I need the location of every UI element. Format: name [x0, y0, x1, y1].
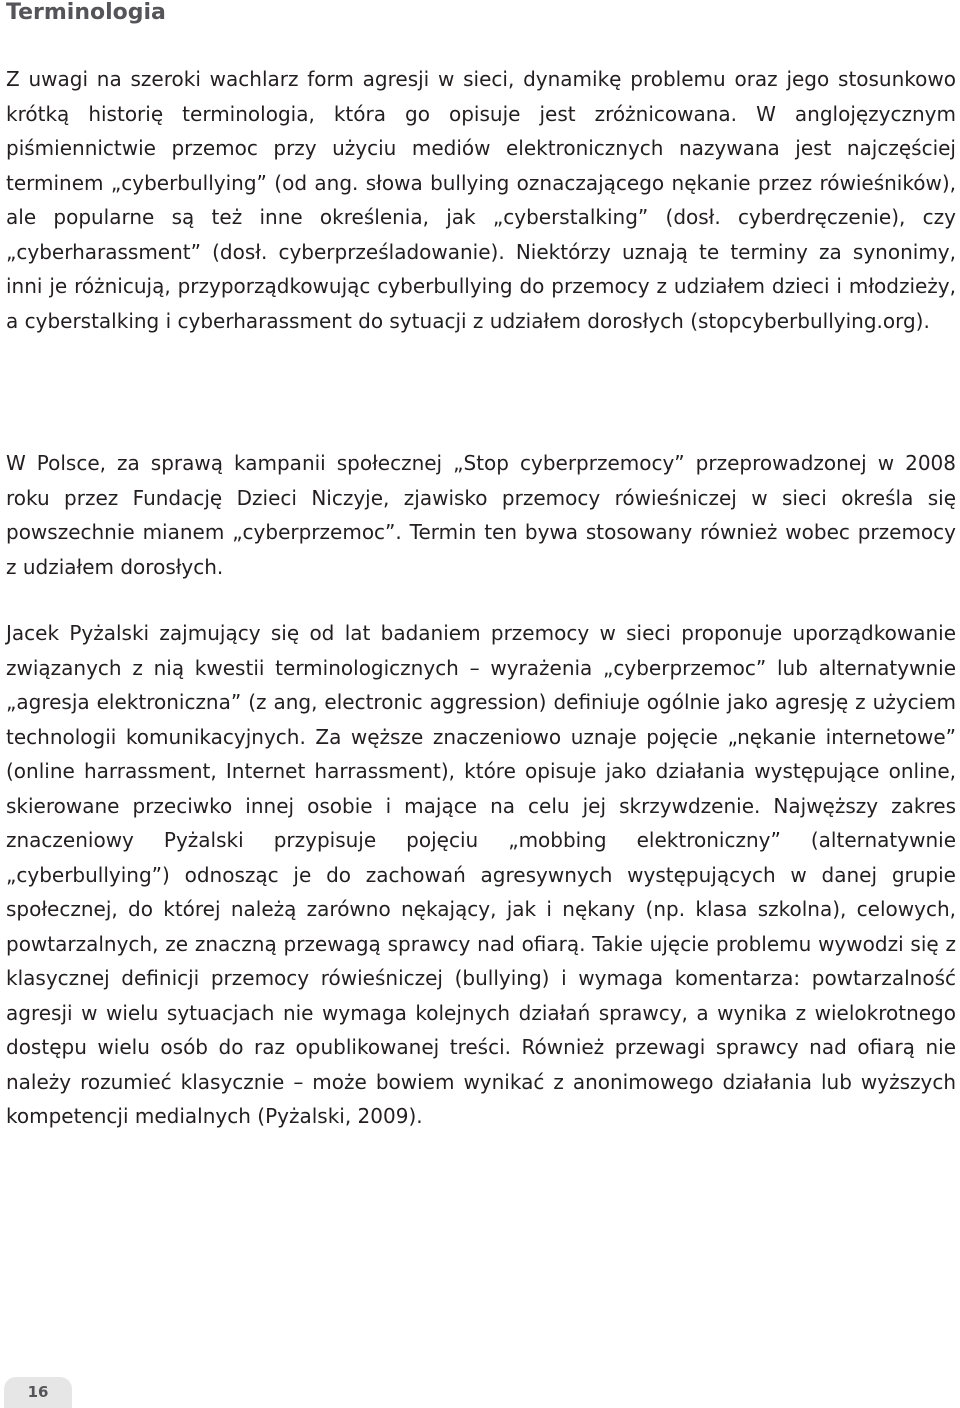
body-paragraph-3: Jacek Pyżalski zajmujący się od lat badaniem przemocy w sieci proponuje uporządkowanie związanych z nią kwestii terminologicznych – wyrażenia „cyberprzemoc” lub alternatywnie „agresja elektroniczna” (z ang, electronic aggression) definiuje ogólnie jako agresję z użyciem technologii komunikacyjnych. Za węższe znaczeniowo uznaje pojęcie „nękanie internetowe” (online harrassment, Internet harrassment), które opisuje jako działania występujące online, skierowane przeciwko innej osobie i mające na celu jej skrzywdzenie. Najwęższy zakres znaczeniowy Pyżalski przypisuje pojęciu „mobbing elektroniczny” (alternatywnie „cyberbullying”) odnosząc je do zachowań agresywnych występujących w danej grupie społecznej, do której należą zarówno nękający, jak i nękany (np. klasa szkolna), celowych, powtarzalnych, ze znaczną przewagą sprawcy nad ofiarą. Takie ujęcie problemu wywodzi się z klasycznej definicji przemocy rówieśniczej (bullying) i wymaga komentarza: powtarzalność agresji w wielu sytuacjach nie wymaga kolejnych działań sprawcy, a wynika z wielokrotnego dostępu wielu osób do raz opublikowanej treści. Również przewagi sprawcy nad ofiarą nie należy rozumieć klasycznie – może bowiem wynikać z anonimowego działania lub wyższych kompetencji medialnych (Pyżalski, 2009).: [6, 621, 956, 1128]
section-heading: Terminologia: [6, 0, 166, 25]
body-paragraph-2: W Polsce, za sprawą kampanii społecznej „Stop cyberprzemocy” przeprowadzonej w 2008 roku przez Fundację Dzieci Niczyje, zjawisko przemocy rówieśniczej w sieci określa się powszechnie mianem „cyberprzemoc”. Termin ten bywa stosowany również wobec przemocy z udziałem dorosłych.: [6, 451, 956, 579]
page-number-tab: 16: [4, 1377, 72, 1408]
body-paragraph-1: Z uwagi na szeroki wachlarz form agresji w sieci, dynamikę problemu oraz jego stosunkowo krótką historię terminologia, która go opisuje jest zróżnicowana. W anglojęzycznym piśmiennictwie przemoc przy użyciu mediów elektronicznych nazywana jest najczęściej terminem „cyberbullying” (od ang. słowa bullying oznaczającego nękanie przez rówieśników), ale popularne są też inne określenia, jak „cyberstalking” (dosł. cyberdręczenie), czy „cyberharassment” (dosł. cyberprześladowanie). Niektórzy uznają te terminy za synonimy, inni je różnicują, przyporządkowując cyberbullying do przemocy z udziałem dzieci i młodzieży, a cyberstalking i cyberharassment do sytuacji z udziałem dorosłych (stopcyberbullying.org).: [6, 67, 956, 333]
